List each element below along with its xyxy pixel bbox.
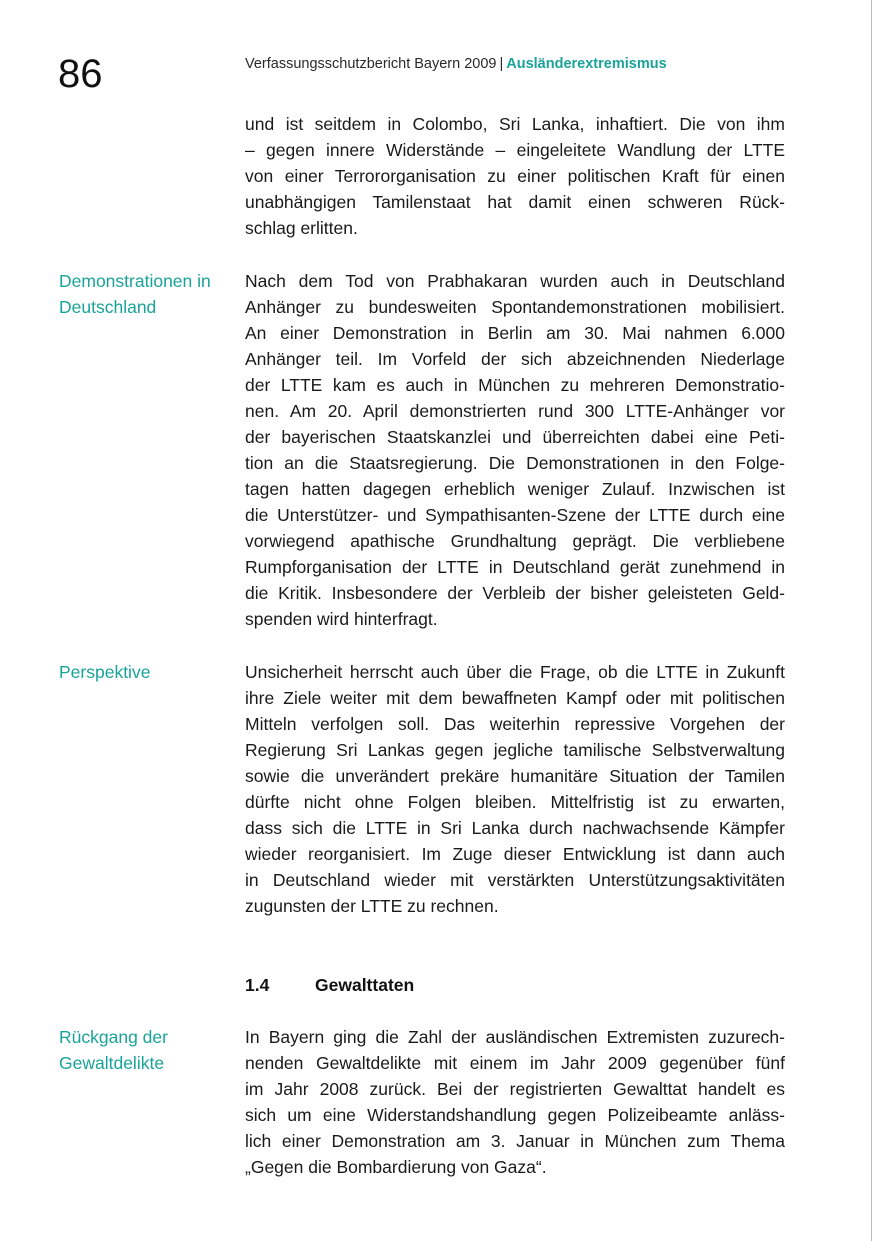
subsection-title: Gewalttaten (315, 975, 415, 995)
paragraph-body (245, 111, 785, 241)
running-header (245, 55, 667, 73)
text-line: wieder reorganisiert. Im Zuge dieser Entwicklung ist dann auch (245, 844, 785, 864)
margin-note-line: Perspektive (59, 662, 151, 682)
text-line: dass sich die LTTE in Sri Lanka durch nachwachsende Kämpfer (245, 818, 785, 838)
paragraph-body (245, 268, 785, 632)
text-line: sich um eine Widerstandshandlung gegen Polizeibeamte anläss- (245, 1105, 785, 1125)
text-line: An einer Demonstration in Berlin am 30. Mai nahmen 6.000 (245, 323, 785, 343)
text-line: die Kritik. Insbesondere der Verbleib der bisher geleisteten Geld- (245, 583, 785, 603)
margin-note-line: Rückgang der (59, 1027, 168, 1047)
page-edge-divider (871, 0, 872, 1241)
section-title: Ausländerextremismus (506, 56, 667, 72)
text-line: von einer Terrororganisation zu einer politischen Kraft für einen (245, 166, 785, 186)
text-line: der LTTE kam es auch in München zu mehreren Demonstratio- (245, 375, 785, 395)
text-line: Anhänger zu bundesweiten Spontandemonstrationen mobilisiert. (245, 297, 785, 317)
text-line: und ist seitdem in Colombo, Sri Lanka, inhaftiert. Die von ihm (245, 114, 785, 134)
text-line: vorwiegend apathische Grundhaltung geprägt. Die verbliebene (245, 531, 785, 551)
text-line: dürfte nicht ohne Folgen bleiben. Mittelfristig ist zu erwarten, (245, 792, 785, 812)
margin-note-gewaltdelikte (59, 1024, 239, 1076)
subsection-heading (245, 972, 414, 998)
margin-note-line: Demonstrationen in (59, 271, 211, 291)
margin-note-demonstrationen (59, 268, 239, 320)
text-line: lich einer Demonstration am 3. Januar in München zum Thema (245, 1131, 785, 1151)
text-line: nenden Gewaltdelikte mit einem im Jahr 2009 gegenüber fünf (245, 1053, 785, 1073)
text-line: Mitteln verfolgen soll. Das weiterhin repressive Vorgehen der (245, 714, 785, 734)
text-line: tion an die Staatsregierung. Die Demonstrationen in den Folge- (245, 453, 785, 473)
text-line: sowie die unverändert prekäre humanitäre Situation der Tamilen (245, 766, 785, 786)
header-separator: | (499, 56, 504, 72)
paragraph-body (245, 1024, 785, 1180)
text-line: im Jahr 2008 zurück. Bei der registrierten Gewalttat handelt es (245, 1079, 785, 1099)
margin-note-line: Gewaltdelikte (59, 1053, 165, 1073)
text-line: spenden wird hinterfragt. (245, 609, 438, 629)
text-line: ihre Ziele weiter mit dem bewaffneten Kampf oder mit politischen (245, 688, 785, 708)
page-number: 86 (58, 52, 103, 96)
text-line: die Unterstützer- und Sympathisanten-Szene der LTTE durch eine (245, 505, 785, 525)
text-line: in Deutschland wieder mit verstärkten Unterstützungsaktivitäten (245, 870, 785, 890)
subsection-number: 1.4 (245, 975, 270, 995)
text-line: nen. Am 20. April demonstrierten rund 300 LTTE-Anhänger vor (245, 401, 785, 421)
text-line: tagen hatten dagegen erheblich weniger Zulauf. Inzwischen ist (245, 479, 785, 499)
text-line: zugunsten der LTTE zu rechnen. (245, 896, 499, 916)
text-line: Rumpforganisation der LTTE in Deutschland gerät zunehmend in (245, 557, 785, 577)
text-line: der bayerischen Staatskanzlei und überreichten dabei eine Peti- (245, 427, 785, 447)
publication-title: Verfassungsschutzbericht Bayern 2009 (245, 56, 497, 72)
text-line: unabhängigen Tamilenstaat hat damit einen schweren Rück- (245, 192, 785, 212)
text-line: Unsicherheit herrscht auch über die Frage, ob die LTTE in Zukunft (245, 662, 785, 682)
paragraph-body (245, 659, 785, 919)
text-line: schlag erlitten. (245, 218, 358, 238)
text-line: Regierung Sri Lankas gegen jegliche tamilische Selbstverwaltung (245, 740, 785, 760)
text-line: In Bayern ging die Zahl der ausländischen Extremisten zuzurech- (245, 1027, 785, 1047)
text-line: „Gegen die Bombardierung von Gaza“. (245, 1157, 547, 1177)
text-line: – gegen innere Widerstände – eingeleitete Wandlung der LTTE (245, 140, 785, 160)
margin-note-line: Deutschland (59, 297, 157, 317)
margin-note-perspektive (59, 659, 239, 685)
text-line: Anhänger teil. Im Vorfeld der sich abzeichnenden Niederlage (245, 349, 785, 369)
text-line: Nach dem Tod von Prabhakaran wurden auch in Deutschland (245, 271, 785, 291)
